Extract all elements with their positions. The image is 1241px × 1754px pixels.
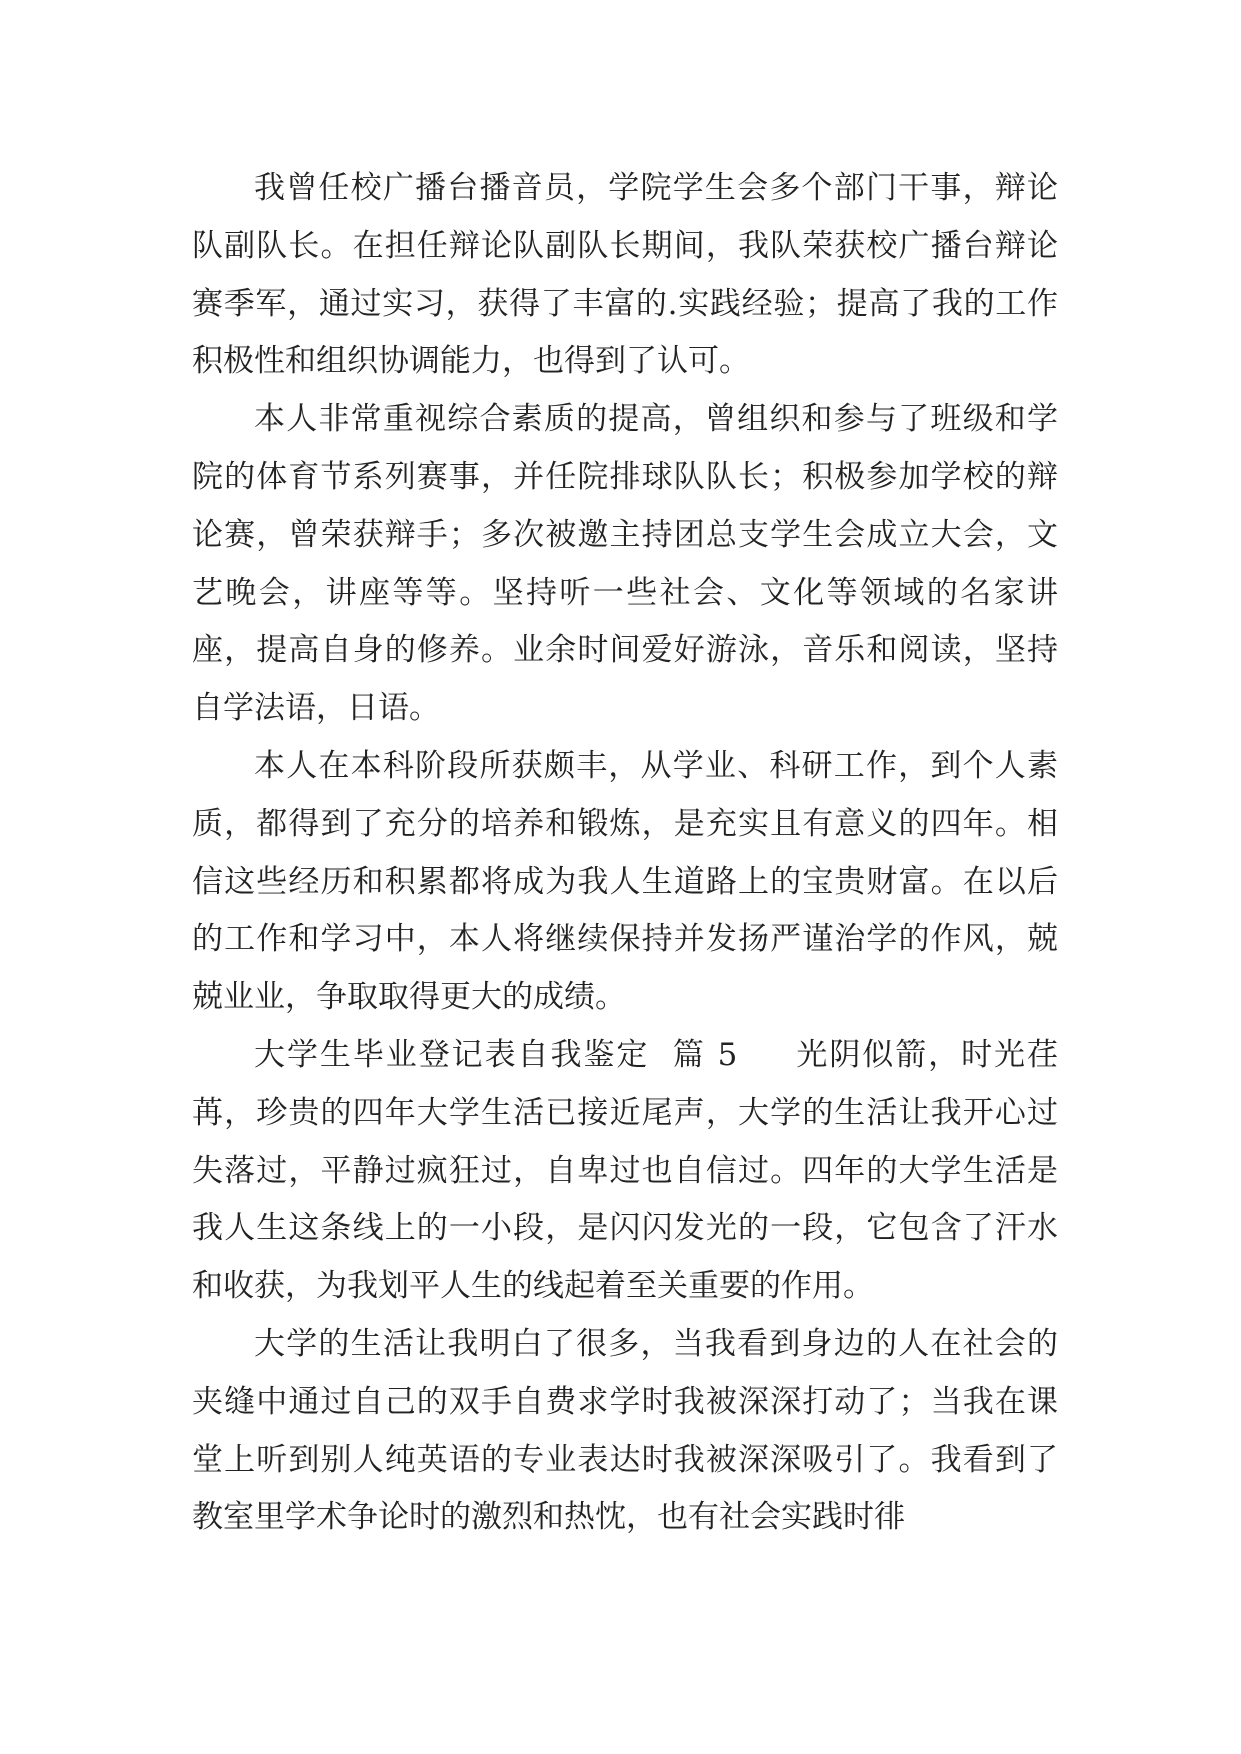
paragraph-1: 我曾任校广播台播音员，学院学生会多个部门干事，辩论队副队长。在担任辩论队副队长期间，我队荣获校广播台辩论赛季军，通过实习，获得了丰富的.实践经验；提高了我的工作积极性和组织协调能力，也得到了认可。 xyxy=(192,170,1058,380)
paragraph-5: 大学的生活让我明白了很多，当我看到身边的人在社会的夹缝中通过自己的双手自费求学时我被深深打动了；当我在课堂上听到别人纯英语的专业表达时我被深深吸引了。我看到了教室里学术争论时的激烈和热忱，也有社会实践时徘 xyxy=(192,1325,1058,1536)
paragraph-4: 大学生毕业登记表自我鉴定 篇 5 光阴似箭，时光荏苒，珍贵的四年大学生活已接近尾声，大学的生活让我开心过失落过，平静过疯狂过，自卑过也自信过。四年的大学生活是我人生这条线上的一小段，是闪闪发光的一段，它包含了汗水和收获，为我划平人生的线起着至关重要的作用。 xyxy=(192,1036,1058,1305)
paragraph-3: 本人在本科阶段所获颇丰，从学业、科研工作，到个人素质，都得到了充分的培养和锻炼，是充实且有意义的四年。相信这些经历和积累都将成为我人生道路上的宝贵财富。在以后的工作和学习中，本人将继续保持并发扬严谨治学的作风，兢兢业业，争取取得更大的成绩。 xyxy=(192,747,1058,1016)
document-page xyxy=(192,160,1058,1547)
paragraph-2: 本人非常重视综合素质的提高，曾组织和参与了班级和学院的体育节系列赛事，并任院排球队队长；积极参加学校的辩论赛，曾荣获辩手；多次被邀主持团总支学生会成立大会，文艺晚会，讲座等等。坚持听一些社会、文化等领域的名家讲座，提高自身的修养。业余时间爱好游泳，音乐和阅读，坚持自学法语，日语。 xyxy=(192,401,1058,727)
